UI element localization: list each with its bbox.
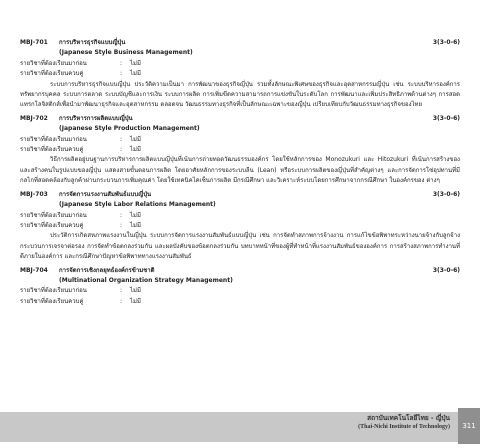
colon: :	[120, 59, 123, 67]
course-description: ระบบการบริหารธุรกิจแบบญี่ปุ่น ประวัติความเป็นมา การพัฒนาของธุรกิจญี่ปุ่น รวมทั้งลักษณะพิเศษของธุรกิจและอุตสาหกรรมญี่ปุ่น เช่น ระบบบริหารองค์การ ทรัพยากรบุคคล ระบบการตลาด ระบบบัญชีและการเงิน ระบบการผลิต การเพิ่มขีดความสามารถการแข่งขันในระดับโลก การพัฒนาและเพิ่มประสิทธิภาพด้านต่างๆ การสอดแทรกโลจิสติกส์เพื่อนำมาพัฒนาธุรกิจและอุตสาหกรรม ตลอดจน วัฒนธรรมทางธุรกิจที่เป็นลักษณะเฉพาะของญี่ปุ่น เปรียบเทียบกับวัฒนธรรมทางธุรกิจของไทย	[20, 80, 460, 109]
corequisite-label: รายวิชาที่ต้องเรียนควบคู่	[20, 297, 84, 305]
page-number: 311	[458, 408, 480, 444]
corequisite-row	[20, 297, 460, 307]
course-credits: 3(3-0-6)	[432, 39, 460, 46]
course-code: MBJ-702	[20, 114, 48, 122]
course-header	[20, 38, 460, 48]
prerequisite-value: ไม่มี	[130, 135, 141, 143]
prerequisite-row	[20, 286, 460, 296]
prerequisite-label: รายวิชาที่ต้องเรียนมาก่อน	[20, 135, 87, 143]
corequisite-row	[20, 221, 460, 231]
course-credits: 3(3-0-6)	[432, 266, 460, 274]
corequisite-label: รายวิชาที่ต้องเรียนควบคู่	[20, 221, 84, 229]
course-title-en: (Japanese Style Labor Relations Management)	[59, 201, 216, 209]
institute-name-th: สถาบันเทคโนโลยีไทย - ญี่ปุ่น	[367, 414, 450, 422]
course-credits: 3(3-0-6)	[432, 190, 460, 198]
course-title-th: การบริหารการผลิตแบบญี่ปุ่น	[59, 114, 133, 122]
course-code: MBJ-701	[20, 39, 48, 46]
course-header	[20, 266, 460, 276]
colon: :	[120, 146, 123, 154]
prerequisite-value: ไม่มี	[130, 287, 141, 295]
corequisite-value: ไม่มี	[130, 221, 141, 229]
colon: :	[120, 211, 123, 219]
course-title-en: (Japanese Style Production Management)	[59, 125, 200, 133]
corequisite-value: ไม่มี	[130, 297, 141, 305]
course-title-en: (Multinational Organization Strategy Management)	[59, 276, 233, 284]
colon: :	[120, 287, 123, 295]
prerequisite-label: รายวิชาที่ต้องเรียนมาก่อน	[20, 287, 87, 295]
course-code: MBJ-703	[20, 190, 48, 198]
page-footer	[0, 404, 480, 448]
colon: :	[120, 221, 123, 229]
course-description: วิธีการผลิตอยู่บนฐานการบริหารการผลิตแบบญี่ปุ่นที่เน้นการถ่ายทอดวัฒนธรรมองค์กร โดยใช้หลักการของ Monozukuri และ Hitozukuri ที่เน้นการสร้างของ และสร้างคนในรูปแบบของญี่ปุ่น แสดงสายขั้นตอนการผลิต โดยอาศัยหลักการของระบบลีน (Lean) หรือระบบการผลิตของญี่ปุ่นที่สำคัญต่างๆ และการจัดการโซ่อุปทานที่มีกลไกที่สอดคล้องกับลูกค้าผ่านกระบวนการเพิ่มคุณค่า โดยใช้เทคนิคไคเซ็นการผลิต มีกรณีศึกษา และวิเคราะห์ระบบโดยการศึกษาจากกรณีศึกษา ในองค์กรของ ต่างๆ	[20, 156, 460, 185]
corequisite-value: ไม่มี	[130, 146, 141, 154]
course-title-th: การบริหารธุรกิจแบบญี่ปุ่น	[59, 39, 126, 46]
course-header	[20, 190, 460, 200]
colon: :	[120, 297, 123, 305]
prerequisite-row	[20, 135, 460, 145]
corequisite-row	[20, 145, 460, 155]
course-title-en: (Japanese Style Business Management)	[59, 49, 193, 57]
colon: :	[120, 70, 123, 78]
corequisite-row	[20, 69, 460, 79]
colon: :	[120, 135, 123, 143]
course-header	[20, 114, 460, 124]
prerequisite-row	[20, 59, 460, 69]
prerequisite-value: ไม่มี	[130, 211, 141, 219]
course-entry	[20, 266, 460, 308]
course-entry	[20, 114, 460, 187]
corequisite-label: รายวิชาที่ต้องเรียนควบคู่	[20, 146, 84, 154]
course-code: MBJ-704	[20, 266, 48, 274]
course-list	[20, 38, 460, 310]
course-title-th: การจัดการแรงงานสัมพันธ์แบบญี่ปุ่น	[59, 190, 152, 198]
corequisite-label: รายวิชาที่ต้องเรียนควบคู่	[20, 70, 84, 78]
course-description: ประวัติการเกิดสหภาพแรงงานในญี่ปุ่น ระบบการจัดการแรงงานสัมพันธ์แบบญี่ปุ่น เช่น การจัดทำสภาพการจ้างงาน การแก้ไขข้อพิพาทระหว่างนายจ้างกับลูกจ้าง กระบวนการเจรจาต่อรอง การจัดทำข้อตกลงร่วมกัน และผลบังคับของข้อตกลงร่วมกัน บทบาทหน้าที่ของผู้ที่ทำหน้าที่แรงงานสัมพันธ์ขององค์การ การสร้างสภาพการทำงานที่ดีภายในองค์การ และกรณีศึกษาปัญหาข้อพิพาททางแรงงานสัมพันธ์	[20, 232, 460, 261]
prerequisite-value: ไม่มี	[130, 59, 141, 67]
prerequisite-row	[20, 211, 460, 221]
course-credits: 3(3-0-6)	[432, 114, 460, 122]
course-title-th: การจัดการเชิงกลยุทธ์องค์กรข้ามชาติ	[59, 266, 155, 274]
prerequisite-label: รายวิชาที่ต้องเรียนมาก่อน	[20, 211, 87, 219]
course-entry	[20, 38, 460, 111]
course-entry	[20, 190, 460, 263]
institute-name-en: (Thai-Nichi Institute of Technology)	[358, 424, 450, 430]
prerequisite-label: รายวิชาที่ต้องเรียนมาก่อน	[20, 59, 87, 67]
institute-name	[358, 414, 450, 432]
corequisite-value: ไม่มี	[130, 70, 141, 78]
